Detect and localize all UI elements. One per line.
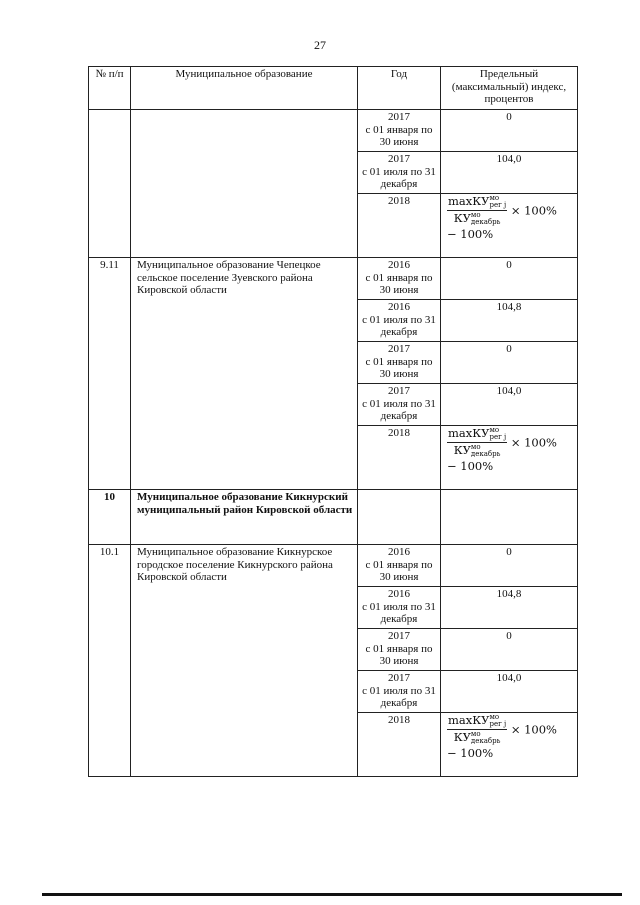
year-cell: 2016 с 01 января по 30 июня [358,258,441,300]
table-row [89,490,578,545]
row-name: Муниципальное образование Кикнурское городское поселение Кикнурского района Кировской области [131,545,358,777]
index-cell: 104,8 [441,300,578,342]
index-cell: 104,0 [441,152,578,194]
header-year: Год [358,67,441,110]
formula-cell: maxКУмо рег j КУмо декабрь × 100% − 100% [441,713,578,777]
index-cell: 0 [441,258,578,300]
year-cell: 2018 [358,194,441,258]
index-cell: 0 [441,629,578,671]
year-cell: 2016 с 01 января по 30 июня [358,545,441,587]
index-cell: 0 [441,110,578,152]
year-cell: 2017 с 01 июля по 31 декабря [358,671,441,713]
year-cell: 2017 с 01 января по 30 июня [358,629,441,671]
row-num: 10.1 [89,545,131,777]
year-cell: 2018 [358,713,441,777]
row-name [131,110,358,258]
year-cell: 2018 [358,426,441,490]
row-num: 9.11 [89,258,131,490]
index-cell: 0 [441,342,578,384]
header-index: Предельный (максимальный) индекс, процентов [441,67,578,110]
table-row [89,258,578,300]
year-cell: 2017 с 01 января по 30 июня [358,342,441,384]
page-number: 27 [314,38,326,52]
index-cell [441,490,578,545]
formula-cell: maxКУмо рег j КУмо декабрь × 100% − 100% [441,194,578,258]
year-cell: 2017 с 01 июля по 31 декабря [358,384,441,426]
formula-cell: maxКУмо рег j КУмо декабрь × 100% − 100% [441,426,578,490]
row-name: Муниципальное образование Чепецкое сельское поселение Зуевского района Кировской области [131,258,358,490]
year-cell [358,490,441,545]
table-row [89,545,578,587]
index-cell: 0 [441,545,578,587]
row-num [89,110,131,258]
year-cell: 2017 с 01 июля по 31 декабря [358,152,441,194]
row-num: 10 [89,490,131,545]
year-cell: 2016 с 01 июля по 31 декабря [358,587,441,629]
year-cell: 2017 с 01 января по 30 июня [358,110,441,152]
index-cell: 104,0 [441,671,578,713]
index-cell: 104,0 [441,384,578,426]
bottom-rule [42,893,622,896]
table-header [89,67,578,110]
year-cell: 2016 с 01 июля по 31 декабря [358,300,441,342]
header-municipality: Муниципальное образование [131,67,358,110]
header-num: № п/п [89,67,131,110]
table-row [89,110,578,152]
index-cell: 104,8 [441,587,578,629]
tariff-index-table [88,66,578,777]
row-name: Муниципальное образование Кикнурский муниципальный район Кировской области [131,490,358,545]
